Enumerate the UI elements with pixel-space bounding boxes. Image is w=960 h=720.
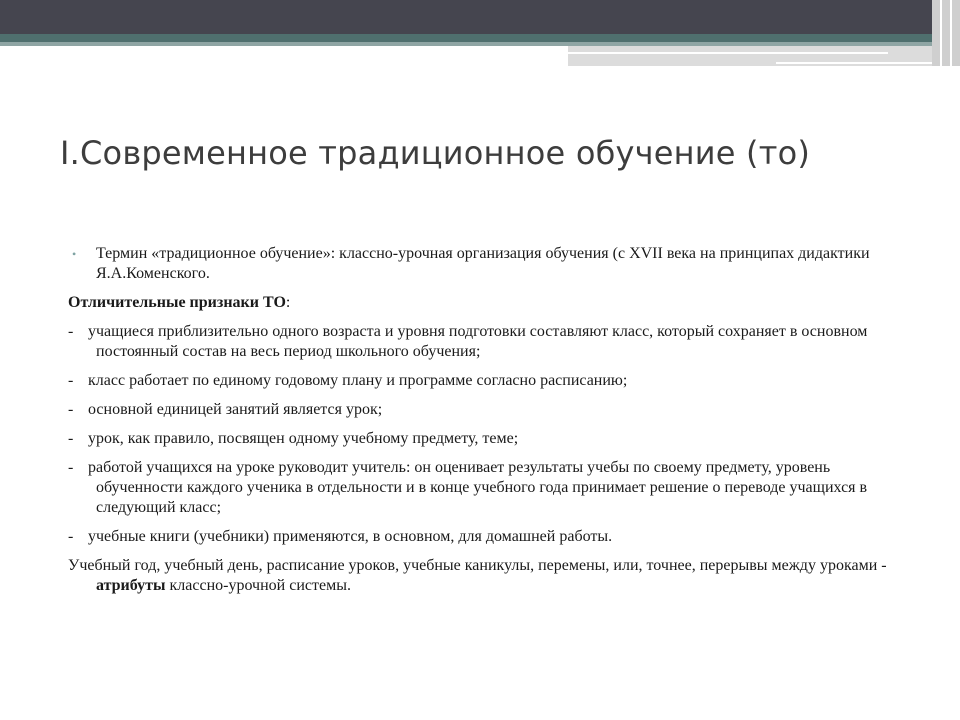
feature-text: урок, как правило, посвящен одному учебному предмету, теме; — [88, 430, 519, 447]
dash-mark: - — [68, 430, 74, 447]
features-heading — [68, 293, 908, 313]
slide-body — [68, 244, 908, 605]
dash-mark: - — [68, 323, 74, 340]
dash-mark: - — [68, 459, 74, 476]
feature-text: работой учащихся на уроке руководит учитель: он оценивает результаты учебы по своему предмету, уровень обученности каждого ученика в отдельности и в конце учебного года принимает решение о переводе учащихся в следующий класс; — [88, 459, 868, 516]
header-step-line — [568, 52, 888, 54]
feature-text: учебные книги (учебники) применяются, в основном, для домашней работы. — [88, 528, 613, 545]
closing-text-after: классно-урочной системы. — [165, 577, 351, 594]
intro-paragraph — [68, 244, 908, 284]
bullet-icon: • — [72, 247, 77, 261]
closing-text-before: Учебный год, учебный день, расписание уроков, учебные каникулы, перемены, или, точнее, перерывы между уроками - — [68, 557, 887, 574]
feature-item — [68, 322, 908, 362]
header-right-bars — [932, 0, 960, 66]
closing-paragraph — [68, 556, 908, 596]
feature-text: класс работает по единому годовому плану и программе согласно расписанию; — [88, 372, 628, 389]
header-teal-band — [0, 34, 960, 42]
dash-mark: - — [68, 401, 74, 418]
intro-text: Термин «традиционное обучение»: классно-урочная организация обучения (с XVII века на принципах дидактики Я.А.Коменского. — [96, 245, 870, 282]
feature-text: основной единицей занятий является урок; — [88, 401, 383, 418]
feature-text: учащиеся приблизительно одного возраста и уровня подготовки составляют класс, который сохраняет в основном постоянный состав на весь период школьного обучения; — [88, 323, 868, 360]
feature-item — [68, 458, 908, 518]
feature-item — [68, 371, 908, 391]
slide-title: I.Современное традиционное обучение (то) — [60, 134, 811, 172]
dash-mark: - — [68, 372, 74, 389]
dash-mark: - — [68, 528, 74, 545]
features-heading-colon: : — [285, 294, 291, 311]
closing-text-bold: атрибуты — [96, 577, 166, 594]
features-heading-bold: Отличительные признаки ТО — [68, 294, 286, 311]
feature-item — [68, 527, 908, 547]
feature-item — [68, 400, 908, 420]
feature-item — [68, 429, 908, 449]
header-dark-band — [0, 0, 960, 34]
